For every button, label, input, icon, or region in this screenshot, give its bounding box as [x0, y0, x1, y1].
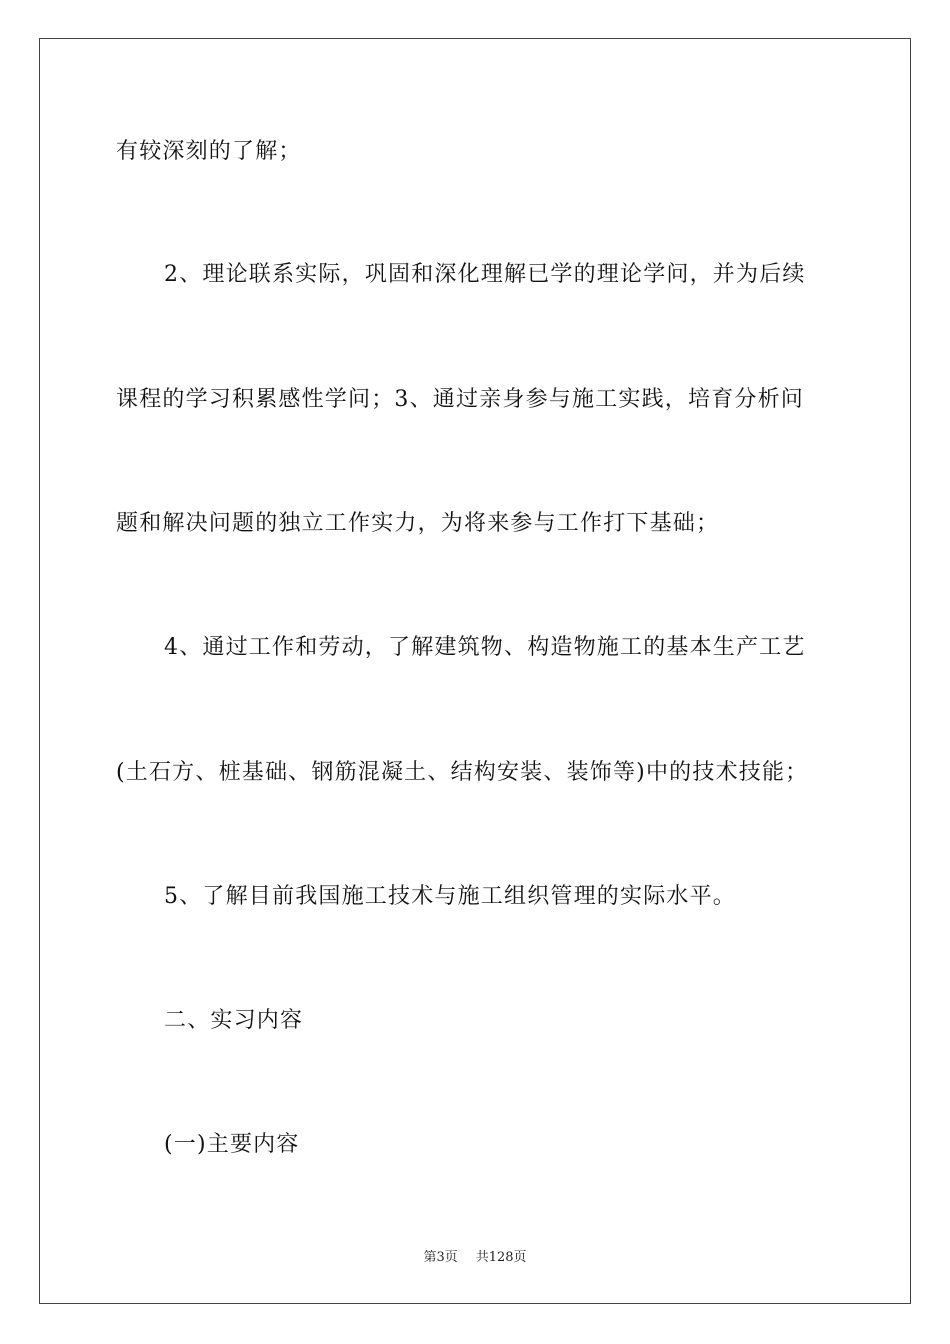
body-line-5: 4、通过工作和劳动，了解建筑物、构造物施工的基本生产工艺: [164, 635, 806, 660]
page-footer: [0, 1250, 950, 1266]
page-number: 第3页: [423, 1250, 458, 1265]
body-line-7: 5、了解目前我国施工技术与施工组织管理的实际水平。: [164, 884, 736, 909]
subsection-heading: (一)主要内容: [164, 1132, 300, 1157]
body-line-6: (土石方、桩基础、钢筋混凝土、结构安装、装饰等)中的技术技能；: [116, 760, 809, 785]
body-line-3: 课程的学习积累感性学问；3、通过亲身参与施工实践，培育分析问: [116, 387, 804, 412]
body-line-1: 有较深刻的了解；: [116, 139, 302, 164]
page-total: 共128页: [475, 1250, 527, 1265]
page-border: [39, 38, 911, 1304]
body-line-2: 2、理论联系实际，巩固和深化理解已学的理论学问，并为后续: [164, 262, 806, 287]
section-heading: 二、实习内容: [164, 1008, 304, 1033]
body-line-4: 题和解决问题的独立工作实力，为将来参与工作打下基础；: [116, 511, 720, 536]
